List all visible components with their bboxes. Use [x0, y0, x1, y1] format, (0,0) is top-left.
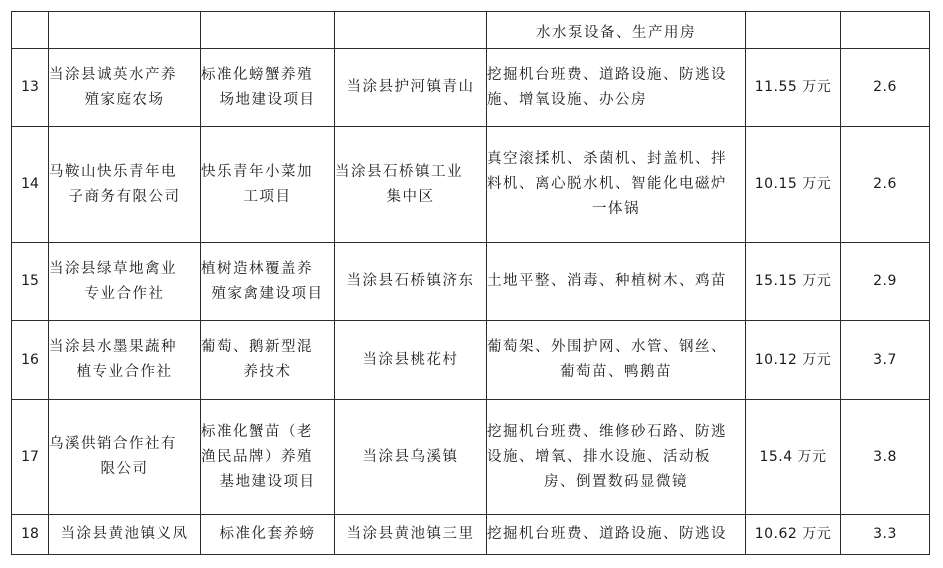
location-cell — [335, 12, 487, 49]
content-cell — [487, 127, 746, 243]
table-row — [12, 400, 930, 515]
row-number-cell: 16 — [12, 321, 49, 400]
location-line: 集中区 — [386, 188, 435, 205]
applicant-name-line: 当涂县黄池镇义凤 — [60, 526, 189, 542]
applicant-name-cell — [49, 515, 201, 555]
amount-cell: 10.15 万元 — [746, 127, 841, 243]
project-name-line: 植树造林覆盖养 — [201, 260, 313, 277]
project-name-line: 基地建设项目 — [219, 473, 316, 490]
score-cell: 2.6 — [841, 127, 930, 243]
amount-cell: 10.12 万元 — [746, 321, 841, 400]
content-line: 设施、增氧、排水设施、活动板 — [487, 448, 711, 465]
project-name-line: 标准化螃蟹养殖 — [201, 66, 313, 83]
content-cell — [487, 243, 746, 321]
location-cell — [335, 321, 487, 400]
project-name-cell — [201, 12, 335, 49]
applicant-name-line: 殖家庭农场 — [84, 91, 165, 108]
content-line: 料机、离心脱水机、智能化电磁炉 — [487, 176, 727, 192]
location-cell — [335, 515, 487, 555]
content-line: 一体锅 — [592, 201, 640, 217]
amount-cell: 11.55 万元 — [746, 49, 841, 127]
applicant-name-line: 限公司 — [100, 461, 149, 477]
score-cell: 3.3 — [841, 515, 930, 555]
score-cell: 2.6 — [841, 49, 930, 127]
location-cell — [335, 243, 487, 321]
row-number-cell: 13 — [12, 49, 49, 127]
score-cell: 3.8 — [841, 400, 930, 515]
score-cell: 3.7 — [841, 321, 930, 400]
applicant-name-line: 马鞍山快乐青年电 — [49, 163, 177, 180]
content-line: 葡萄架、外围护网、水管、钢丝、 — [487, 339, 727, 355]
project-name-line: 工项目 — [243, 188, 292, 205]
applicant-name-cell — [49, 12, 201, 49]
location-line: 当涂县石桥镇济东 — [346, 273, 475, 289]
content-line: 土地平整、消毒、种植树木、鸡苗 — [487, 273, 727, 289]
project-name-line: 养技术 — [243, 364, 292, 380]
row-number-cell: 15 — [12, 243, 49, 321]
project-name-line: 标准化套养螃 — [219, 526, 316, 542]
location-cell — [335, 49, 487, 127]
project-name-cell — [201, 243, 335, 321]
applicant-name-cell — [49, 127, 201, 243]
applicant-name-line: 乌溪供销合作社有 — [49, 436, 177, 452]
amount-cell: 15.4 万元 — [746, 400, 841, 515]
project-name-line: 渔民品牌）养殖 — [201, 448, 313, 465]
location-cell — [335, 127, 487, 243]
content-line: 施、增氧设施、办公房 — [487, 91, 647, 108]
amount-cell: 15.15 万元 — [746, 243, 841, 321]
project-name-line: 殖家禽建设项目 — [211, 285, 324, 302]
content-line: 挖掘机台班费、维修砂石路、防逃 — [487, 423, 727, 440]
content-cell — [487, 321, 746, 400]
location-line: 当涂县桃花村 — [362, 351, 459, 368]
applicant-name-cell — [49, 321, 201, 400]
project-name-line: 场地建设项目 — [219, 91, 316, 108]
content-cell — [487, 400, 746, 515]
project-name-cell — [201, 400, 335, 515]
project-name-cell — [201, 321, 335, 400]
project-name-line: 葡萄、鹅新型混 — [201, 339, 313, 355]
table-row — [12, 127, 930, 243]
location-line: 当涂县乌溪镇 — [362, 448, 459, 465]
row-number-cell — [12, 12, 49, 49]
applicant-name-line: 植专业合作社 — [76, 364, 173, 380]
content-cell — [487, 49, 746, 127]
project-name-line: 快乐青年小菜加 — [201, 163, 313, 180]
project-name-line: 标准化蟹苗（老 — [201, 423, 313, 440]
content-line: 挖掘机台班费、道路设施、防逃设 — [487, 66, 727, 83]
amount-cell: 10.62 万元 — [746, 515, 841, 555]
row-number-cell: 17 — [12, 400, 49, 515]
content-cell — [487, 12, 746, 49]
applicant-name-line: 当涂县水墨果蔬种 — [49, 339, 177, 355]
applicant-name-cell — [49, 243, 201, 321]
row-number-cell: 14 — [12, 127, 49, 243]
location-line: 当涂县黄池镇三里 — [346, 526, 475, 542]
location-line: 当涂县护河镇青山 — [346, 79, 475, 95]
project-name-cell — [201, 127, 335, 243]
applicant-name-line: 当涂县绿草地禽业 — [49, 260, 177, 277]
content-line: 真空滚揉机、杀菌机、封盖机、拌 — [487, 151, 727, 167]
location-cell — [335, 400, 487, 515]
applicant-name-line: 子商务有限公司 — [68, 188, 181, 205]
content-line: 葡萄苗、鸭鹅苗 — [560, 364, 672, 380]
subsidy-table — [11, 11, 930, 555]
applicant-name-line: 当涂县诚英水产养 — [49, 66, 177, 83]
content-line: 房、倒置数码显微镜 — [544, 473, 688, 490]
location-line: 当涂县石桥镇工业 — [335, 163, 463, 180]
content-cell — [487, 515, 746, 555]
applicant-name-cell — [49, 400, 201, 515]
applicant-name-line: 专业合作社 — [84, 285, 165, 302]
content-line: 挖掘机台班费、道路设施、防逃设 — [487, 526, 727, 542]
amount-cell — [746, 12, 841, 49]
table-row — [12, 243, 930, 321]
table-row — [12, 321, 930, 400]
applicant-name-cell — [49, 49, 201, 127]
table-row — [12, 49, 930, 127]
table-row — [12, 12, 930, 49]
project-name-cell — [201, 515, 335, 555]
score-cell: 2.9 — [841, 243, 930, 321]
row-number-cell: 18 — [12, 515, 49, 555]
project-name-cell — [201, 49, 335, 127]
table-row — [12, 515, 930, 555]
content-line: 水水泵设备、生产用房 — [536, 25, 696, 41]
score-cell — [841, 12, 930, 49]
